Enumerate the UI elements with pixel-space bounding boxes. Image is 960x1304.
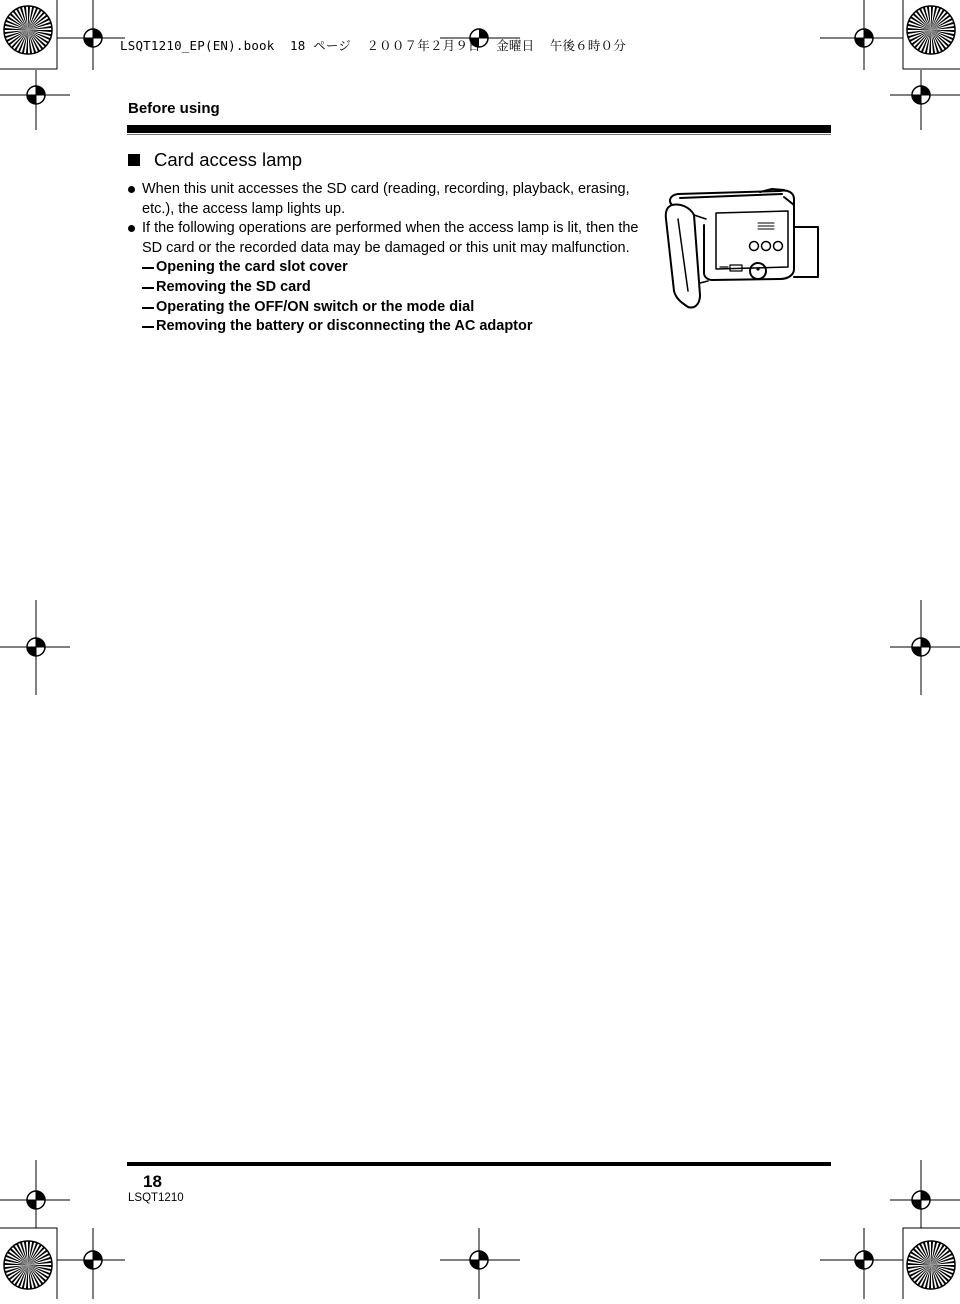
bullet-text: When this unit accesses the SD card (reading, recording, playback, erasing, etc.), the access lamp lights up. <box>142 181 630 217</box>
color-rosette-icon <box>907 1241 955 1289</box>
camcorder-card-slot-icon <box>660 183 828 313</box>
bullet-text: If the following operations are performed when the access lamp is lit, then the SD card or the recorded data may be damaged or this unit may malfunction. <box>142 220 639 256</box>
model-code: LSQT1210 <box>128 1192 184 1204</box>
section-divider-thick <box>127 125 831 133</box>
color-rosette-icon <box>4 1241 52 1289</box>
registration-target-icon <box>27 86 45 104</box>
printer-header-line: LSQT1210_EP(EN).book 18 ページ ２００７年２月９日 金曜日 午後６時０分 <box>120 38 626 53</box>
registration-target-icon <box>855 1251 873 1269</box>
operation-item <box>128 278 648 298</box>
bullet-dot-icon <box>128 225 135 232</box>
registration-target-icon <box>912 638 930 656</box>
registration-target-icon <box>855 29 873 47</box>
color-rosette-icon <box>4 6 52 54</box>
dash-icon <box>142 307 154 309</box>
operation-item <box>128 258 648 278</box>
page-number: 18 <box>143 1172 162 1191</box>
square-bullet-icon <box>128 154 140 166</box>
registration-target-icon <box>27 1191 45 1209</box>
operation-item <box>128 298 648 318</box>
registration-target-icon <box>470 1251 488 1269</box>
bullet-item <box>128 219 648 258</box>
registration-target-icon <box>912 86 930 104</box>
registration-target-icon <box>84 29 102 47</box>
page-heading <box>128 149 302 171</box>
section-divider-thin <box>127 134 831 135</box>
dash-icon <box>142 287 154 289</box>
section-label: Before using <box>128 100 220 117</box>
operation-text: Opening the card slot cover <box>156 259 348 276</box>
operation-text: Removing the battery or disconnecting the AC adaptor <box>156 318 533 335</box>
camcorder-illustration <box>660 183 828 313</box>
color-rosette-icon <box>907 6 955 54</box>
registration-target-icon <box>27 638 45 656</box>
dash-icon <box>142 267 154 269</box>
footer-divider <box>127 1162 831 1166</box>
registration-target-icon <box>84 1251 102 1269</box>
registration-target-icon <box>912 1191 930 1209</box>
operation-text: Operating the OFF/ON switch or the mode dial <box>156 298 475 315</box>
operation-text: Removing the SD card <box>156 278 311 295</box>
body-text <box>128 180 648 337</box>
bullet-dot-icon <box>128 186 135 193</box>
operation-item <box>128 317 648 337</box>
bullet-item <box>128 180 648 219</box>
dash-icon <box>142 326 154 328</box>
heading-title: Card access lamp <box>154 149 303 170</box>
